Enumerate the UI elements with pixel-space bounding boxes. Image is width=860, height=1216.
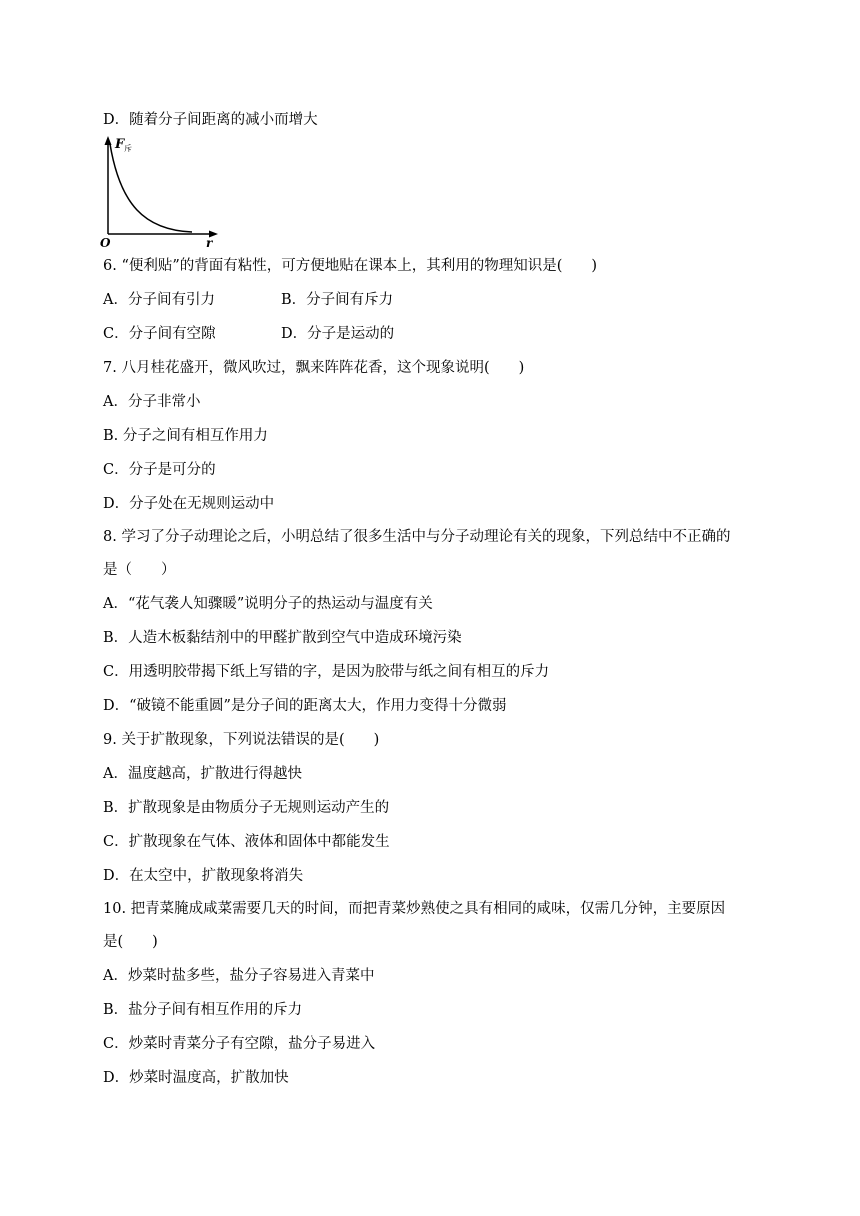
- q7-stem: 7. 八月桂花盛开，微风吹过，飘来阵阵花香，这个现象说明( ): [103, 360, 525, 376]
- q6-option-b: B．分子间有斥力: [281, 292, 394, 308]
- q10-stem-line2: 是( ): [103, 934, 158, 950]
- repulsion-force-graph: [96, 134, 226, 250]
- q9-option-a: A．温度越高，扩散进行得越快: [103, 766, 302, 782]
- q10-option-d: D．炒菜时温度高，扩散加快: [103, 1070, 289, 1086]
- q9-option-b: B．扩散现象是由物质分子无规则运动产生的: [103, 800, 390, 816]
- q6-stem: 6. “便利贴”的背面有粘性，可方便地贴在课本上，其利用的物理知识是( ): [103, 258, 598, 274]
- q6-option-a: A．分子间有引力: [103, 292, 215, 308]
- q9-option-c: C．扩散现象在气体、液体和固体中都能发生: [103, 834, 390, 850]
- q8-stem-line2: 是（ ）: [103, 562, 176, 578]
- q7-option-b: B. 分子之间有相互作用力: [103, 428, 268, 444]
- q8-option-b: B．人造木板黏结剂中的甲醛扩散到空气中造成环境污染: [103, 630, 462, 646]
- q8-option-a: A．“花气袭人知骤暖”说明分子的热运动与温度有关: [103, 596, 433, 612]
- y-axis-subscript: 斥: [124, 144, 132, 153]
- q7-option-d: D．分子处在无规则运动中: [103, 496, 275, 512]
- y-axis-label: F: [115, 137, 125, 152]
- q10-option-c: C．炒菜时青菜分子有空隙，盐分子易进入: [103, 1036, 376, 1052]
- q10-option-a: A．炒菜时盐多些，盐分子容易进入青菜中: [103, 968, 375, 984]
- force-curve: [110, 144, 192, 232]
- q7-option-c: C．分子是可分的: [103, 462, 216, 478]
- q8-option-c: C．用透明胶带揭下纸上写错的字，是因为胶带与纸之间有相互的斥力: [103, 664, 550, 680]
- q6-option-c: C．分子间有空隙: [103, 326, 216, 342]
- q10-stem-line1: 10. 把青菜腌成咸菜需要几天的时间，而把青菜炒熟使之具有相同的咸味，仅需几分钟，主要原因: [103, 901, 726, 917]
- q6-option-d: D．分子是运动的: [281, 326, 395, 342]
- q5-option-d: D．随着分子间距离的减小而增大: [103, 112, 318, 128]
- q7-option-a: A．分子非常小: [103, 394, 201, 410]
- q10-option-b: B．盐分子间有相互作用的斥力: [103, 1002, 303, 1018]
- origin-label: O: [100, 236, 111, 250]
- q9-option-d: D．在太空中，扩散现象将消失: [103, 868, 304, 884]
- q8-stem-line1: 8. 学习了分子动理论之后，小明总结了很多生活中与分子动理论有关的现象，下列总结中不正确的: [103, 529, 731, 545]
- x-axis-label: r: [206, 236, 213, 250]
- q9-stem: 9. 关于扩散现象，下列说法错误的是( ): [103, 732, 380, 748]
- q8-option-d: D．“破镜不能重圆”是分子间的距离太大，作用力变得十分微弱: [103, 698, 507, 714]
- y-axis-arrow: [105, 136, 112, 145]
